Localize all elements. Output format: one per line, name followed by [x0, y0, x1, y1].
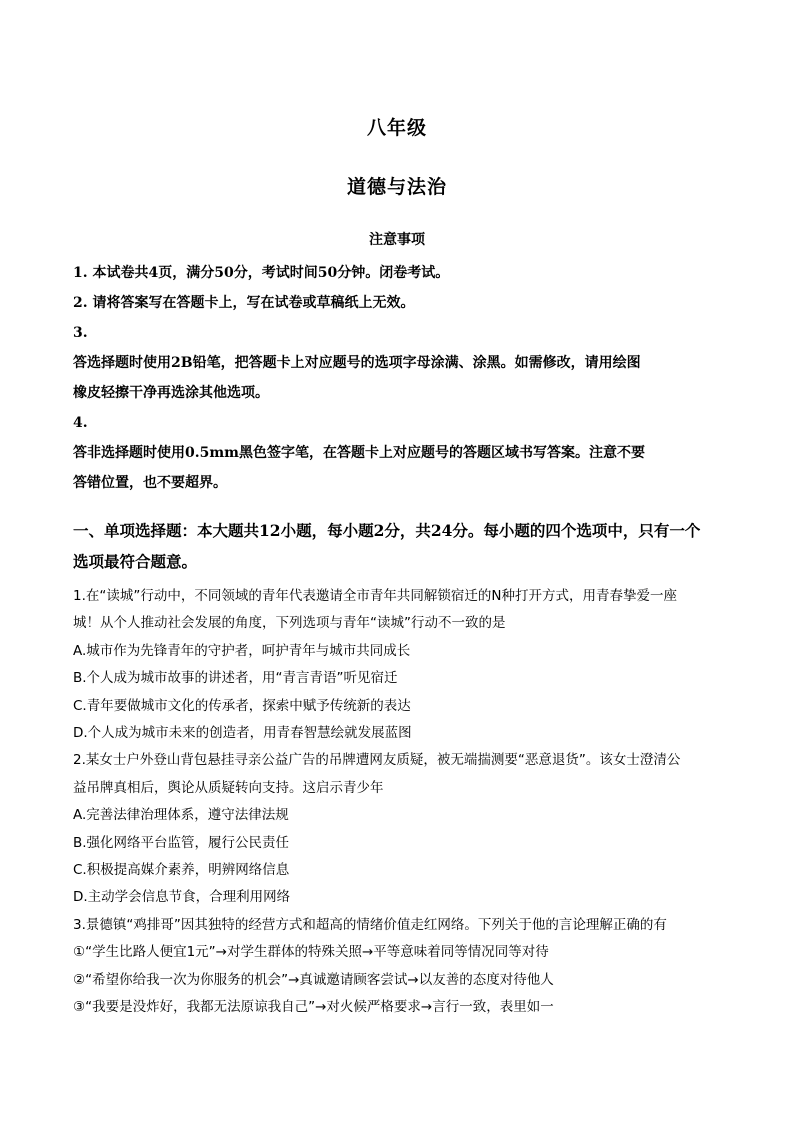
notice-line: 4.	[73, 415, 88, 431]
notice-line: 3.	[73, 325, 88, 341]
option-line: A.完善法律治理体系，遵守法律法规	[73, 807, 289, 824]
section-heading-line: 一、单项选择题：本大题共12小题，每小题2分，共24分。每小题的四个选项中，只有一个	[73, 521, 701, 540]
option-line: B.强化网络平台监管，履行公民责任	[73, 834, 290, 851]
section-heading	[73, 515, 728, 577]
statement-line: ②“希望你给我一次为你服务的机会”→真诚邀请顾客尝试→以友善的态度对待他人	[73, 971, 554, 988]
subject-title: 道德与法治	[346, 176, 447, 198]
option-line: C.青年要做城市文化的传承者，探索中赋予传统新的表达	[73, 697, 411, 714]
option-line: C.积极提高媒介素养，明辨网络信息	[73, 862, 290, 879]
notice-line: 答选择题时使用2B铅笔，把答题卡上对应题号的选项字母涂满、涂黑。如需修改，请用绘图	[73, 355, 641, 371]
notice-line: 答错位置，也不要超界。	[73, 475, 227, 491]
grade-title: 八年级	[366, 117, 427, 139]
notice-line: 答非选择题时使用0.5mm黑色签字笔，在答题卡上对应题号的答题区域书写答案。注意不要	[73, 445, 645, 461]
question-list	[73, 583, 733, 1022]
option-line: D.个人成为城市未来的创造者，用青春智慧绘就发展蓝图	[73, 725, 412, 742]
notice-line: 橡皮轻擦干净再选涂其他选项。	[73, 385, 269, 401]
notice-list	[73, 258, 723, 498]
notice-line: 2. 请将答案写在答题卡上，写在试卷或草稿纸上无效。	[73, 295, 415, 311]
notice-line: 1. 本试卷共4页，满分50分，考试时间50分钟。闭卷考试。	[73, 265, 450, 281]
question-line: 城！从个人推动社会发展的角度，下列选项与青年“读城”行动不一致的是	[73, 615, 506, 632]
option-line: A.城市作为先锋青年的守护者，呵护青年与城市共同成长	[73, 642, 411, 659]
question-line: 益吊牌真相后，舆论从质疑转向支持。这启示青少年	[73, 779, 384, 796]
question-line: 3.景德镇“鸡排哥”因其独特的经营方式和超高的情绪价值走红网络。下列关于他的言论理解正确的有	[73, 916, 667, 933]
notice-title: 注意事项	[369, 232, 425, 248]
question-line: 2.某女士户外登山背包悬挂寻亲公益广告的吊牌遭网友质疑，被无端揣测要“恶意退货”。该女士澄清公	[73, 752, 681, 769]
statement-line: ③“我要是没炸好，我都无法原谅我自己”→对火候严格要求→言行一致，表里如一	[73, 999, 554, 1016]
option-line: D.主动学会信息节食，合理利用网络	[73, 889, 291, 906]
option-line: B.个人成为城市故事的讲述者，用“青言青语”听见宿迁	[73, 670, 398, 687]
statement-line: ①“学生比路人便宜1元”→对学生群体的特殊关照→平等意味着同等情况同等对待	[73, 944, 549, 961]
question-line: 1.在“读城”行动中，不同领域的青年代表邀请全市青年共同解锁宿迁的N种打开方式，用青春挚爱一座	[73, 588, 677, 604]
section-heading-line: 选项最符合题意。	[73, 552, 198, 571]
